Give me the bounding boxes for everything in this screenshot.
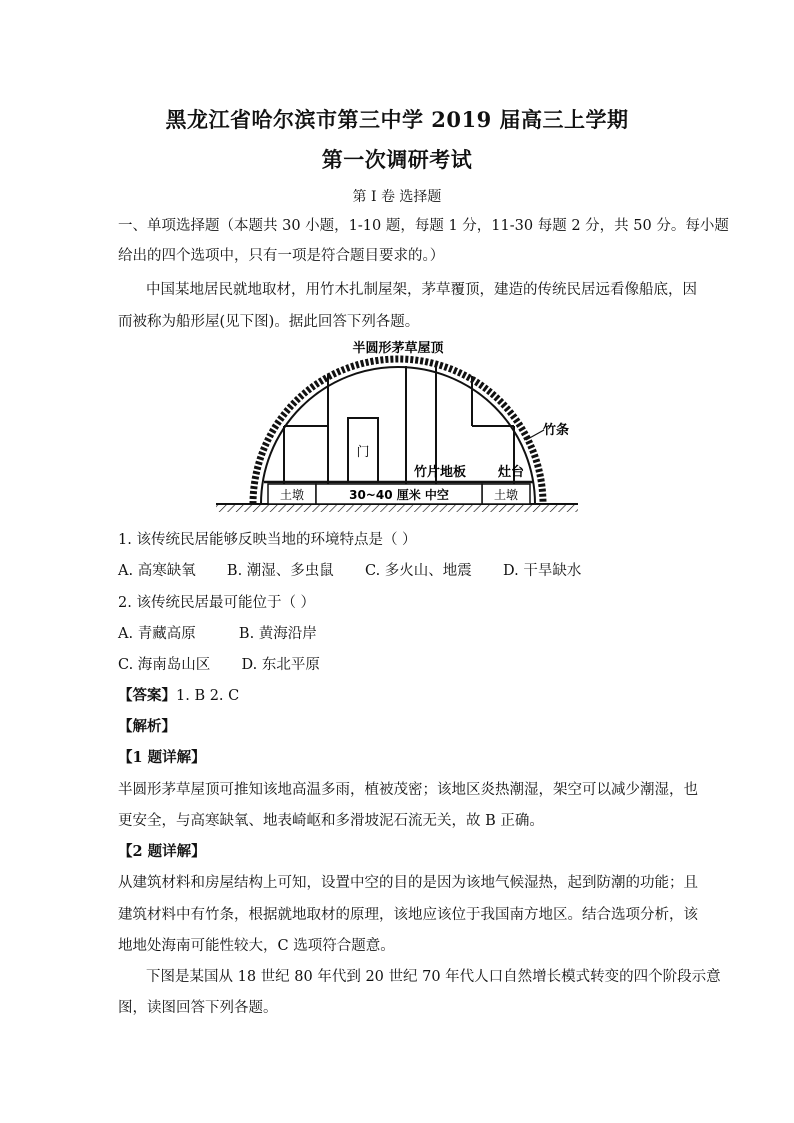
answer-label: 【答案】 xyxy=(118,687,176,704)
document-subtitle: 第一次调研考试 xyxy=(321,147,473,172)
answer-text: 1. B 2. C xyxy=(176,688,240,704)
roof-label: 半圆形茅草屋顶 xyxy=(352,341,444,356)
q2-options-row2 xyxy=(118,655,678,675)
stove-label: 灶台 xyxy=(497,465,525,480)
detail2-label: 【2 题详解】 xyxy=(118,843,206,860)
door-label: 门 xyxy=(356,445,370,460)
q2-option-b: B. 黄海沿岸 xyxy=(238,626,317,642)
q2-options-row1 xyxy=(118,624,678,644)
passage1-line-1: 中国某地居民就地取材，用竹木扎制屋架，茅草覆顶，建造的传统民居远看像船底，因 xyxy=(146,282,697,298)
passage2-line-2: 图，读图回答下列各题。 xyxy=(118,1000,278,1016)
q2-option-d: D. 东北平原 xyxy=(241,657,320,673)
bamboo-label: 竹条 xyxy=(542,423,570,438)
q2-option-c: C. 海南岛山区 xyxy=(118,657,211,673)
section-heading: 第 I 卷 选择题 xyxy=(352,189,442,205)
answer-line xyxy=(118,686,678,706)
q1-option-c: C. 多火山、地震 xyxy=(365,563,472,579)
q1-options xyxy=(118,561,678,581)
passage1-line-2: 而被称为船形屋(见下图)。据此回答下列各题。 xyxy=(118,314,420,330)
instructions-line-1: 一、单项选择题（本题共 30 小题，1-10 题，每题 1 分，11-30 每题 2 分，共 50 分。每小题 xyxy=(118,218,729,234)
detail1-line-2: 更安全，与高寒缺氧、地表崎岖和多滑坡泥石流无关，故 B 正确。 xyxy=(118,813,544,829)
detail1-label: 【1 题详解】 xyxy=(118,749,206,766)
q2-stem: 2. 该传统民居最可能位于（ ） xyxy=(118,595,316,611)
q1-option-a: A. 高寒缺氧 xyxy=(118,563,196,579)
passage2-line-1: 下图是某国从 18 世纪 80 年代到 20 世纪 70 年代人口自然增长模式转变的四个阶段示意 xyxy=(146,969,721,985)
instructions-line-2: 给出的四个选项中，只有一项是符合题目要求的。） xyxy=(118,248,445,264)
detail2-line-1: 从建筑材料和房屋结构上可知，设置中空的目的是因为该地气候湿热，起到防潮的功能；且 xyxy=(118,875,698,891)
detail1-line-1: 半圆形茅草屋顶可推知该地高温多雨，植被茂密；该地区炎热潮湿，架空可以减少潮湿，也 xyxy=(118,782,698,798)
ground-hatch xyxy=(216,504,578,512)
floor-label: 竹片地板 xyxy=(413,465,467,480)
q2-option-a: A. 青藏高原 xyxy=(118,626,196,642)
q1-option-b: B. 潮湿、多虫鼠 xyxy=(226,563,334,579)
q1-option-d: D. 干旱缺水 xyxy=(503,563,582,579)
gap-label: 30~40 厘米 中空 xyxy=(349,488,449,502)
q1-stem: 1. 该传统民居能够反映当地的环境特点是（ ） xyxy=(118,532,417,548)
detail2-line-2: 建筑材料中有竹条，根据就地取材的原理，该地应该位于我国南方地区。结合选项分析，该 xyxy=(118,907,698,923)
document-title: 黑龙江省哈尔滨市第三中学 2019 届高三上学期 xyxy=(165,107,629,132)
detail2-line-3: 地地处海南可能性较大，C 选项符合题意。 xyxy=(118,938,395,954)
analysis-label: 【解析】 xyxy=(118,718,176,735)
right-pier-label: 土墩 xyxy=(493,488,519,502)
boat-house-figure xyxy=(208,336,588,526)
left-pier-label: 土墩 xyxy=(279,488,305,502)
